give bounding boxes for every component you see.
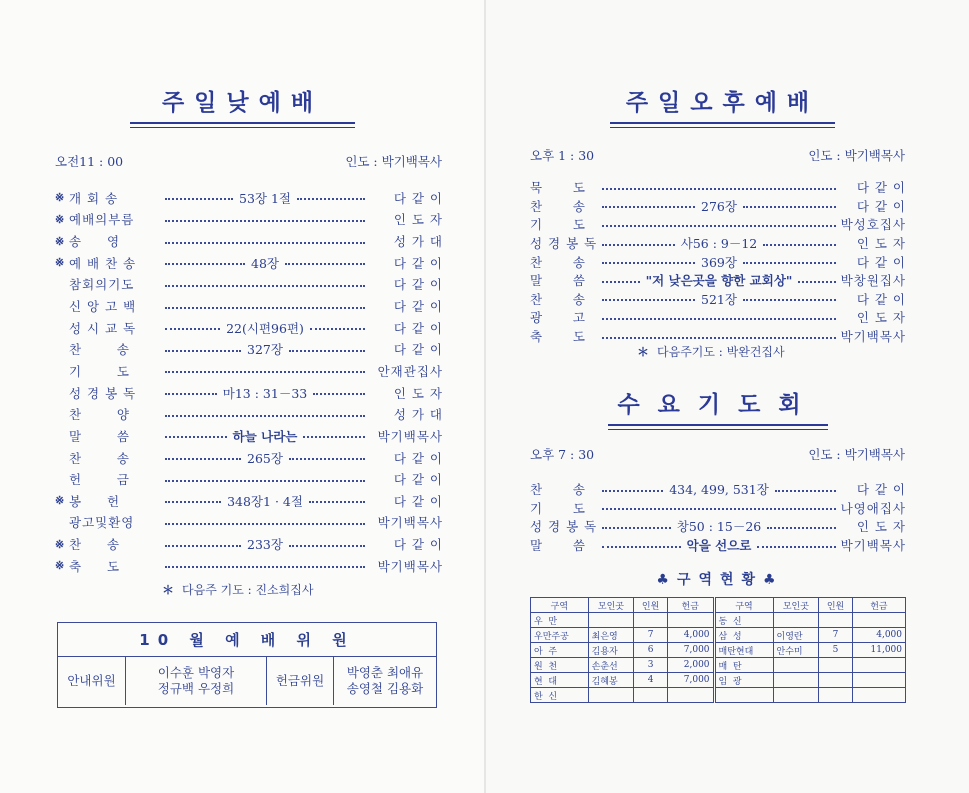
district-cell (852, 613, 905, 628)
order-item-person: 성 가 대 (393, 407, 443, 423)
usher-names-line: 정규백 우정희 (157, 681, 235, 696)
district-row (531, 628, 906, 643)
order-item (530, 290, 602, 308)
order-item-detail: 521장 (701, 291, 737, 307)
order-item-person: 다 같 이 (856, 291, 906, 307)
district-cell: 5 (819, 643, 853, 658)
district-cell: 2,000 (667, 658, 714, 673)
district-row (531, 643, 906, 658)
order-row (55, 317, 443, 339)
order-item-label: 성 경 봉 독 (530, 236, 598, 252)
district-cell (667, 613, 714, 628)
title-underline (130, 127, 355, 128)
order-item-person: 인 도 자 (856, 310, 906, 326)
order-item-person: 다 같 이 (393, 493, 443, 509)
order-item-label: 봉 헌 (69, 493, 121, 509)
leader-dots (289, 350, 365, 352)
leader-dots (289, 458, 365, 460)
standing-mark: ※ (55, 212, 65, 226)
district-cell: 7,000 (667, 673, 714, 688)
order-item (55, 384, 165, 402)
order-item-person: 다 같 이 (393, 472, 443, 488)
district-cell: 아 주 (531, 643, 589, 658)
district-status-title: ♣구역현황♣ (656, 572, 784, 588)
order-item (530, 308, 602, 326)
order-row (55, 490, 443, 512)
order-item-label: 찬 송 (530, 291, 586, 307)
order-row (530, 197, 906, 216)
order-item (55, 232, 165, 250)
order-row (55, 209, 443, 231)
district-header: 구역 (714, 598, 773, 613)
district-cell: 매 탄 (714, 658, 773, 673)
offering-names-line: 송영철 김용화 (346, 681, 424, 696)
order-item-person: 다 같 이 (856, 198, 906, 214)
order-row (55, 555, 443, 577)
district-cell (634, 613, 668, 628)
order-item-person: 다 같 이 (856, 180, 906, 196)
order-item (55, 254, 165, 272)
order-item-label: 묵 도 (530, 180, 586, 196)
leader-dots (165, 523, 365, 525)
order-item-label: 말 씀 (530, 538, 586, 554)
committee-title: 10 월 예 배 위 원 (58, 623, 436, 657)
leader-dots (165, 393, 217, 395)
district-row (531, 613, 906, 628)
leader-dots (602, 188, 836, 190)
order-item-detail: 마13 : 31－33 (222, 385, 308, 401)
order-item-label: 기 도 (530, 217, 586, 233)
order-item-detail: 하늘 나라는 (232, 428, 298, 444)
leader-dots (743, 299, 836, 301)
district-cell (773, 688, 819, 703)
district-cell: 한 신 (531, 688, 589, 703)
leader-dots (165, 198, 233, 200)
district-cell: 4,000 (852, 628, 905, 643)
leader-dots (303, 436, 365, 438)
leader-dots (165, 566, 365, 568)
order-item-label: 찬 송 (69, 537, 121, 553)
order-item (530, 499, 602, 517)
note-star: ＊ (162, 583, 175, 597)
district-cell: 4,000 (667, 628, 714, 643)
order-row (55, 447, 443, 469)
leader-dots (798, 281, 836, 283)
order-item (55, 470, 165, 488)
usher-names-line: 이수훈 박영자 (157, 665, 235, 680)
district-cell: 임 광 (714, 673, 773, 688)
morning-leader: 인도 : 박기백목사 (345, 154, 442, 169)
standing-mark: ※ (55, 537, 65, 551)
leader-dots (285, 263, 365, 265)
district-cell (588, 613, 634, 628)
order-item-label: 말 씀 (69, 428, 130, 444)
leader-dots (289, 545, 365, 547)
district-cell (714, 688, 773, 703)
title-underline (130, 122, 355, 124)
order-item-label: 개 회 송 (69, 190, 119, 206)
district-cell (773, 673, 819, 688)
standing-mark: ※ (55, 256, 65, 270)
order-item-label: 기 도 (530, 500, 586, 516)
leader-dots (310, 328, 365, 330)
order-item-detail: 276장 (701, 198, 737, 214)
order-row (55, 425, 443, 447)
district-cell: 삼 성 (714, 628, 773, 643)
order-item-detail: 434, 499, 531장 (669, 482, 769, 498)
district-cell (588, 688, 634, 703)
order-row (530, 308, 906, 327)
order-item (55, 449, 165, 467)
district-cell (773, 613, 819, 628)
leader-dots (602, 206, 695, 208)
sunday-morning-title: 주일낮예배 (130, 84, 355, 117)
wednesday-order-list (530, 480, 906, 554)
order-item-label: 성 경 봉 독 (69, 385, 137, 401)
district-cell: 안수미 (773, 643, 819, 658)
leader-dots (165, 263, 245, 265)
district-cell: 우 만 (531, 613, 589, 628)
district-header: 헌금 (852, 598, 905, 613)
leader-dots (165, 480, 365, 482)
order-row (530, 499, 906, 518)
order-item-person: 인 도 자 (393, 385, 443, 401)
order-item (55, 362, 165, 380)
usher-names (126, 657, 267, 705)
district-cell: 원 천 (531, 658, 589, 673)
morning-next-prayer: ＊ 다음주 기도 : 진소희집사 (162, 583, 314, 597)
order-row (530, 271, 906, 290)
order-item-person: 다 같 이 (393, 450, 443, 466)
order-item-label: 축 도 (69, 558, 121, 574)
order-item-person: 박기백목사 (377, 558, 443, 574)
leader-dots (775, 490, 836, 492)
leader-dots (767, 527, 836, 529)
district-row (531, 658, 906, 673)
district-cell (819, 658, 853, 673)
order-item-label: 찬 양 (69, 407, 130, 423)
order-item-person: 다 같 이 (393, 255, 443, 271)
order-row (55, 230, 443, 252)
leader-dots (297, 198, 365, 200)
order-item (55, 535, 165, 553)
order-item-person: 박기백목사 (377, 515, 443, 531)
leader-dots (165, 415, 365, 417)
order-item-label: 찬 송 (69, 342, 130, 358)
district-header: 헌금 (667, 598, 714, 613)
order-item-person: 다 같 이 (393, 537, 443, 553)
order-row (530, 252, 906, 271)
offering-label: 헌금위원 (267, 657, 334, 705)
district-header: 구역 (531, 598, 589, 613)
order-item (55, 319, 165, 337)
district-header: 인원 (634, 598, 668, 613)
afternoon-time: 오후 1 : 30 (530, 148, 595, 163)
order-item-person: 다 같 이 (393, 190, 443, 206)
district-cell: 동 신 (714, 613, 773, 628)
district-cell: 우만주공 (531, 628, 589, 643)
district-header: 모인곳 (588, 598, 634, 613)
leader-dots (602, 337, 836, 339)
order-item-person: 박기백목사 (840, 329, 906, 345)
order-item-detail: 사56 : 9－12 (680, 236, 758, 252)
order-item (530, 197, 602, 215)
district-cell: 이영란 (773, 628, 819, 643)
standing-mark: ※ (55, 494, 65, 508)
standing-mark: ※ (55, 191, 65, 205)
order-item (530, 215, 602, 233)
district-cell (819, 613, 853, 628)
title-underline (608, 424, 828, 426)
district-cell (667, 688, 714, 703)
order-row (55, 338, 443, 360)
order-item (55, 210, 165, 228)
district-header: 인원 (819, 598, 853, 613)
order-item-label: 말 씀 (530, 273, 586, 289)
order-item-person: 다 같 이 (393, 277, 443, 293)
district-cell: 7 (634, 628, 668, 643)
leader-dots (165, 501, 221, 503)
morning-order-list (55, 187, 443, 577)
order-row (530, 178, 906, 197)
leader-dots (602, 281, 640, 283)
leader-dots (165, 545, 241, 547)
order-item-person: 다 같 이 (393, 320, 443, 336)
order-item-person: 박기백목사 (840, 538, 906, 554)
order-item-detail: 233장 (247, 537, 283, 553)
order-item-detail: "저 낮은곳을 향한 교회상" (645, 273, 793, 289)
order-item-label: 기 도 (69, 363, 130, 379)
wednesday-time: 오후 7 : 30 (530, 447, 595, 462)
district-cell: 김혜봉 (588, 673, 634, 688)
order-item-detail: 348장1 · 4절 (227, 493, 303, 509)
leader-dots (165, 220, 365, 222)
district-cell: 손춘선 (588, 658, 634, 673)
order-row (530, 536, 906, 555)
order-item-person: 나영애집사 (840, 500, 906, 516)
leader-dots (165, 285, 365, 287)
leader-dots (313, 393, 365, 395)
order-item-label: 성 시 교 독 (69, 320, 137, 336)
leader-dots (309, 501, 365, 503)
order-item-detail: 327장 (247, 342, 283, 358)
order-row (530, 290, 906, 309)
order-item-detail: 369장 (701, 254, 737, 270)
order-item (530, 327, 602, 345)
order-item-label: 송 영 (69, 234, 121, 250)
order-item-label: 참회의기도 (69, 277, 135, 293)
order-item-person: 박창원집사 (840, 273, 906, 289)
leader-dots (763, 244, 836, 246)
leader-dots (743, 206, 836, 208)
district-cell: 최은영 (588, 628, 634, 643)
usher-label: 안내위원 (58, 657, 126, 705)
district-cell: 현 대 (531, 673, 589, 688)
order-item-label: 축 도 (530, 329, 586, 345)
order-item-label: 찬 송 (530, 254, 586, 270)
order-row (530, 215, 906, 234)
leader-dots (165, 242, 365, 244)
order-row (55, 468, 443, 490)
order-item-person: 인 도 자 (393, 212, 443, 228)
order-item (55, 189, 165, 207)
leader-dots (165, 458, 241, 460)
order-item-detail: 악을 선으로 (686, 538, 752, 554)
leader-dots (602, 490, 663, 492)
order-item-label: 예 배 찬 송 (69, 255, 137, 271)
order-item (530, 536, 602, 554)
leader-dots (165, 436, 227, 438)
order-item-label: 광고및환영 (69, 515, 135, 531)
leader-dots (165, 328, 220, 330)
title-underline (610, 127, 835, 128)
order-row (55, 533, 443, 555)
leader-dots (602, 262, 695, 264)
leader-dots (757, 546, 836, 548)
order-item-detail: 22(시편96편) (226, 320, 304, 336)
order-item-person: 다 같 이 (856, 254, 906, 270)
afternoon-next-prayer: ＊ 다음주기도 : 박완건집사 (637, 345, 785, 359)
district-cell: 6 (634, 643, 668, 658)
district-cell (819, 673, 853, 688)
order-item (530, 517, 602, 535)
order-item-label: 찬 송 (530, 198, 586, 214)
order-row (55, 295, 443, 317)
order-item (55, 492, 165, 510)
order-item-label: 예배의부름 (69, 212, 135, 228)
wednesday-prayer-title: 수요기도회 (608, 386, 828, 419)
order-item-label: 찬 송 (530, 482, 586, 498)
afternoon-order-list (530, 178, 906, 345)
order-row (55, 187, 443, 209)
order-item-person: 다 같 이 (393, 299, 443, 315)
order-row (55, 252, 443, 274)
order-row (55, 274, 443, 296)
order-item-person: 다 같 이 (856, 482, 906, 498)
order-item (530, 178, 602, 196)
district-cell: 11,000 (852, 643, 905, 658)
page-fold (484, 0, 486, 793)
order-item (55, 405, 165, 423)
order-row (530, 517, 906, 536)
order-item-person: 성 가 대 (393, 234, 443, 250)
order-row (55, 382, 443, 404)
order-item-label: 찬 송 (69, 450, 130, 466)
order-item-person: 인 도 자 (856, 236, 906, 252)
order-item-label: 신 앙 고 백 (69, 299, 137, 315)
district-cell: 4 (634, 673, 668, 688)
order-item-detail: 53장 1절 (239, 190, 291, 206)
order-item (530, 480, 602, 498)
note-star: ＊ (637, 345, 650, 359)
standing-mark: ※ (55, 234, 65, 248)
order-row (530, 234, 906, 253)
district-cell: 7,000 (667, 643, 714, 658)
leader-dots (165, 307, 365, 309)
district-cell: 3 (634, 658, 668, 673)
district-row (531, 688, 906, 703)
morning-time: 오전11 : 00 (55, 154, 124, 169)
leader-dots (602, 318, 836, 320)
district-cell (773, 658, 819, 673)
order-item-person: 박기백목사 (377, 428, 443, 444)
district-cell (852, 658, 905, 673)
district-cell: 김용자 (588, 643, 634, 658)
order-item-person: 인 도 자 (856, 519, 906, 535)
order-item (55, 297, 165, 315)
leader-dots (602, 299, 695, 301)
order-item (55, 427, 165, 445)
order-row (55, 403, 443, 425)
order-item-label: 광 고 (530, 310, 586, 326)
standing-mark: ※ (55, 559, 65, 573)
order-item-detail: 창50 : 15－26 (676, 519, 762, 535)
order-item (530, 253, 602, 271)
order-item (530, 234, 602, 252)
district-cell: 7 (819, 628, 853, 643)
title-underline (610, 122, 835, 124)
district-row (531, 673, 906, 688)
district-cell: 매탄현대 (714, 643, 773, 658)
order-row (55, 360, 443, 382)
offering-names (334, 657, 436, 705)
district-cell (852, 673, 905, 688)
leader-dots (602, 508, 836, 510)
order-item (55, 275, 165, 293)
order-item-person: 박성호집사 (840, 217, 906, 233)
order-item (530, 271, 602, 289)
leader-dots (602, 244, 675, 246)
worship-committee-box (57, 622, 437, 708)
order-row (55, 512, 443, 534)
title-underline (608, 429, 828, 430)
district-cell (819, 688, 853, 703)
district-cell (852, 688, 905, 703)
order-item-label: 헌 금 (69, 472, 130, 488)
offering-names-line: 박영춘 최애유 (346, 665, 424, 680)
order-item (55, 557, 165, 575)
leader-dots (743, 262, 836, 264)
district-header: 모인곳 (773, 598, 819, 613)
order-item (55, 513, 165, 531)
leader-dots (165, 371, 365, 373)
wednesday-leader: 인도 : 박기백목사 (808, 447, 905, 462)
order-item-label: 성 경 봉 독 (530, 519, 598, 535)
order-item-detail: 48장 (251, 255, 279, 271)
sunday-afternoon-title: 주일오후예배 (610, 84, 835, 117)
order-row (530, 480, 906, 499)
leader-dots (165, 350, 241, 352)
district-table (530, 597, 906, 703)
leader-dots (602, 546, 681, 548)
leader-dots (602, 527, 671, 529)
order-item (55, 340, 165, 358)
order-item-person: 안재관집사 (377, 363, 443, 379)
afternoon-leader: 인도 : 박기백목사 (808, 148, 905, 163)
district-cell (634, 688, 668, 703)
leader-dots (602, 225, 836, 227)
order-item-person: 다 같 이 (393, 342, 443, 358)
order-item-detail: 265장 (247, 450, 283, 466)
